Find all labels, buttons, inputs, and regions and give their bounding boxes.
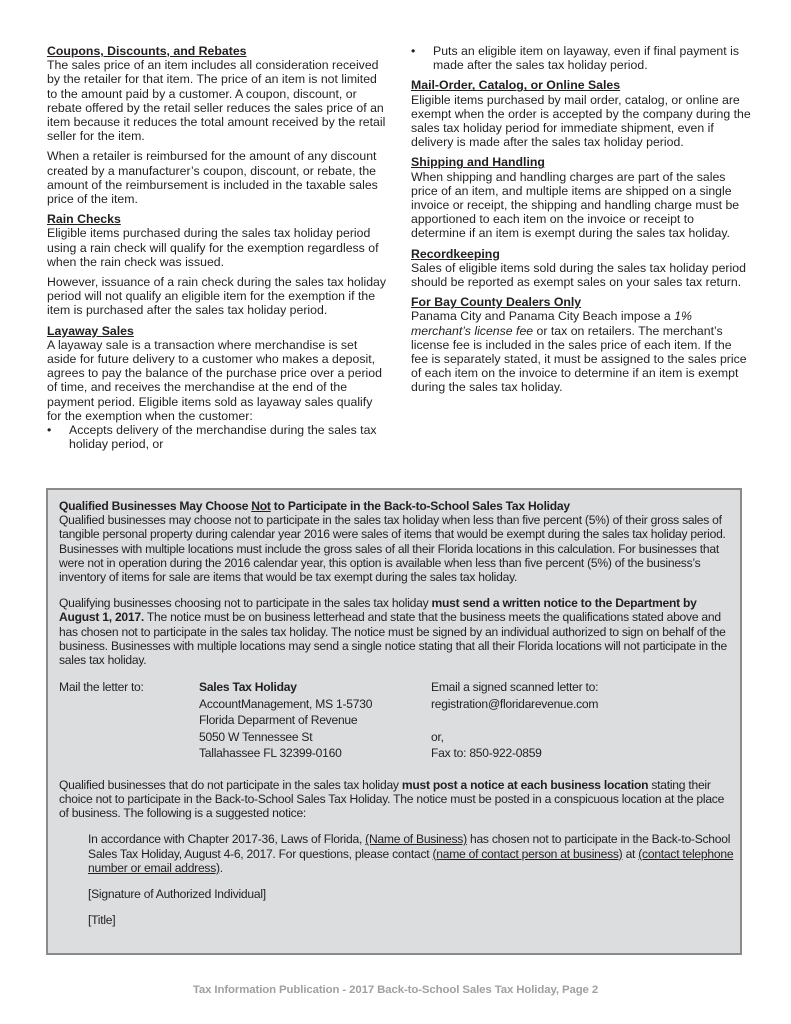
bullet-icon: • (411, 44, 416, 58)
bullet-text: Puts an eligible item on layaway, even if final payment is made after the sales tax holiday period. (433, 44, 739, 73)
bullet-icon: • (47, 423, 52, 438)
email-address-link[interactable]: registration@floridarevenue.com (431, 696, 599, 711)
section-coupons (47, 44, 387, 206)
left-column (47, 44, 387, 457)
bullet-text: Accepts delivery of the merchandise during the sales tax holiday period, or (69, 423, 377, 452)
address-line: AccountManagement, MS 1-5730 (199, 696, 373, 711)
section-title-shipping: Shipping and Handling (411, 155, 545, 170)
fax-number: Fax to: 850-922-0859 (431, 746, 542, 761)
rain-checks-paragraph-2: However, issuance of a rain check during the sales tax holiday period will not qualify an eligible item for the exemption if the item is purchased after the sales tax holiday period. (47, 275, 387, 318)
mailing-address (199, 679, 431, 762)
rain-checks-paragraph-1: Eligible items purchased during the sales tax holiday period using a rain check will qualify for the exemption regardless of when the rain check was issued. (47, 226, 379, 269)
layaway-paragraph-1: A layaway sale is a transaction where merchandise is set aside for future delivery to a customer who makes a deposit, agrees to pay the balance of the purchase price over a period of time, and receives the merchandise at the end of the payment period. Eligible items sold as layaway sales qualify for the exemption when the customer: (47, 337, 382, 423)
section-bay-county (411, 295, 751, 394)
notice-text: at (622, 846, 639, 861)
section-title-mail-order: Mail-Order, Catalog, or Online Sales (411, 78, 621, 93)
suggested-notice-text (88, 832, 735, 875)
mail-label: Mail the letter to: (59, 680, 144, 695)
written-notice-text-a: Qualifying businesses choosing not to participate in the sales tax holiday (59, 596, 432, 611)
mail-instructions (59, 679, 735, 762)
notice-placeholder-business-name: (Name of Business) (365, 832, 467, 847)
opt-out-notice-box (46, 488, 742, 955)
post-notice-requirement: must post a notice at each business location (401, 777, 649, 792)
layaway-bullet-list-continued (411, 44, 751, 72)
address-line: Tallahassee FL 32399-0160 (199, 746, 342, 761)
box-title-not: Not (251, 499, 271, 513)
merchant-license-fee-emphasis: 1% merchant’s license fee (411, 309, 692, 338)
email-label: Email a signed scanned letter to: (431, 680, 599, 695)
section-title-recordkeeping: Recordkeeping (411, 246, 500, 261)
section-recordkeeping (411, 247, 751, 290)
box-title-text-b: to Participate in the Back-to-School Sales Tax Holiday (270, 499, 570, 513)
section-shipping (411, 155, 751, 240)
address-line: Sales Tax Holiday (199, 680, 297, 695)
section-title-layaway: Layaway Sales (47, 323, 134, 338)
spacer (431, 712, 731, 729)
right-column (411, 44, 751, 401)
email-fax-instructions (431, 679, 731, 762)
bay-county-text-b: or tax on retailers. The merchant’s license fee is included in the sales price of each item. If the fee is separately stated, it must be assigned to the sales price of each item on the invoice to determine if an item is exempt during the sales tax holiday. (411, 323, 747, 395)
bay-county-paragraph (411, 309, 751, 394)
box-title-text-a: Qualified Businesses May Choose (59, 499, 252, 513)
section-rain-checks (47, 212, 387, 317)
box-title (59, 499, 735, 513)
section-title-rain-checks: Rain Checks (47, 212, 121, 227)
notice-signature-line: [Signature of Authorized Individual] (88, 886, 266, 901)
notice-placeholder-contact-person: (name of contact person at business) (432, 846, 623, 861)
section-mail-order (411, 78, 751, 149)
notice-title-line: [Title] (88, 913, 116, 928)
written-notice-text-b: The notice must be on business letterhead and state that the business meets the qualifications stated above and has chosen not to participate in the sales tax holiday. The notice must be signed by an individual authorized to sign on behalf of the business. Businesses with multiple locations may send a single notice stating that all their Florida locations will not participate in the sales tax holiday. (59, 610, 727, 668)
notice-text: In accordance with Chapter 2017-36, Laws of Florida, (88, 832, 366, 847)
notice-placeholder-contact-info: (contact telephone number or email address) (88, 846, 734, 875)
shipping-paragraph: When shipping and handling charges are part of the sales price of an item, and multiple items are shipped on a single invoice or receipt, the shipping and handling charge must be apportioned to each item on the invoice or receipt to determine if an item is exempt during the sales tax holiday. (411, 169, 740, 241)
coupons-paragraph-1: The sales price of an item includes all consideration received by the retailer for that item. The price of an item is not limited to the amount paid by a customer. A coupon, discount, or rebate offered by the retail seller reduces the sales price of an item because it reduces the total amount received by the retail seller for the item. (47, 58, 386, 144)
suggested-notice (59, 832, 735, 927)
mail-order-paragraph: Eligible items purchased by mail order, catalog, or online are exempt when the order is accepted by the company during the sales tax holiday period for immediate shipment, even if delivery is made after the sales tax holiday period. (411, 92, 751, 150)
section-title-coupons: Coupons, Discounts, and Rebates (47, 44, 247, 58)
post-notice-text-b: stating their choice not to participate in the Back-to-School Sales Tax Holiday. The notice must be posted in a conspicuous location at the place of business. The following is a suggested notice: (59, 777, 725, 821)
or-label: or, (431, 729, 444, 744)
address-line: 5050 W Tennessee St (199, 729, 313, 744)
list-item (411, 44, 751, 72)
list-item (47, 423, 387, 451)
bay-county-text-a: Panama City and Panama City Beach impose a (411, 309, 675, 324)
notice-text: has chosen not to participate in the Back-to-School Sales Tax Holiday, August 4-6, 2017. For questions, please contact (88, 832, 731, 861)
recordkeeping-paragraph: Sales of eligible items sold during the sales tax holiday period should be reported as exempt sales on your sales tax return. (411, 260, 746, 290)
box-paragraph-post-notice (59, 778, 735, 821)
written-notice-deadline: must send a written notice to the Department by August 1, 2017. (59, 596, 697, 625)
notice-text: . (219, 860, 223, 875)
box-paragraph-eligibility: Qualified businesses may choose not to participate in the sales tax holiday when less than five percent (5%) of their gross sales of tangible personal property during calendar year 2016 were sales of items that would be exempt during the sales tax holiday period. Businesses with multiple locations must include the gross sales of all their Florida locations in this calculation. For businesses that were not in operation during the 2016 calendar year, this option is available when less than five percent (5%) of the business’s inventory of items for sale are items that would be tax exempt during the sales tax holiday. (59, 513, 726, 585)
section-title-bay-county: For Bay County Dealers Only (411, 295, 582, 310)
opt-out-notice-content (59, 499, 735, 939)
section-layaway (47, 324, 387, 452)
post-notice-text-a: Qualified businesses that do not participate in the sales tax holiday (59, 777, 402, 792)
page-footer: Tax Information Publication - 2017 Back-to-School Sales Tax Holiday, Page 2 (192, 984, 599, 996)
box-paragraph-written-notice (59, 596, 735, 667)
coupons-paragraph-2: When a retailer is reimbursed for the amount of any discount created by a manufacturer’s coupon, discount, or rebate, the amount of the reimbursement is included in the taxable sales price of the item. (47, 149, 378, 207)
layaway-bullet-list (47, 423, 387, 451)
address-line: Florida Deparment of Revenue (199, 713, 358, 728)
